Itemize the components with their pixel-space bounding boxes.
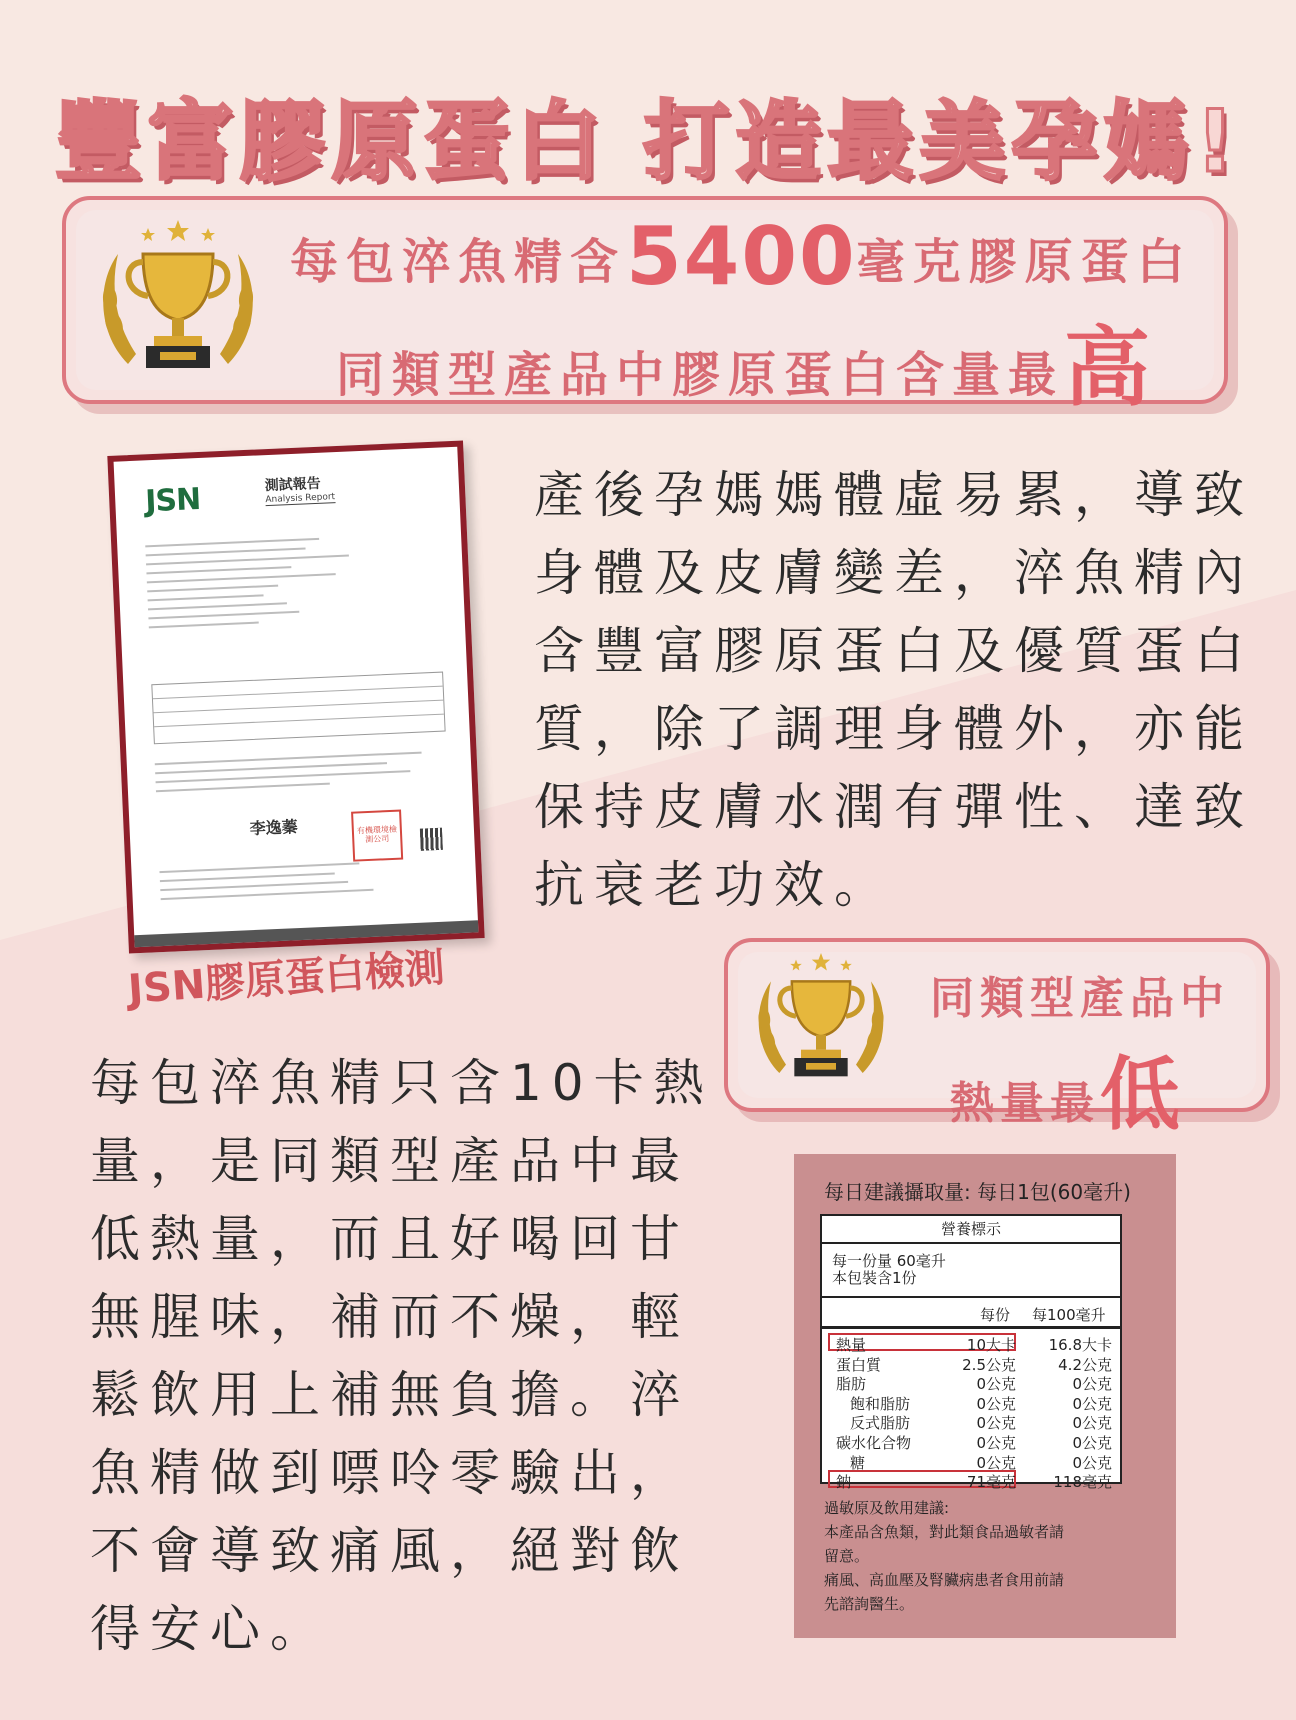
- nutrient-per-100ml: 16.8大卡: [1048, 1336, 1112, 1354]
- nutrition-row: [822, 1373, 1120, 1392]
- nutrient-per-100ml: 0公克: [1072, 1414, 1112, 1433]
- nutrient-name: 碳水化合物: [836, 1434, 912, 1452]
- paragraph-line: 量，是同類型產品中最: [90, 1132, 690, 1190]
- test-report-document: [107, 440, 484, 953]
- nutrient-name: 飽和脂肪: [850, 1394, 911, 1413]
- nutrient-per-serving: 0公克: [976, 1375, 1016, 1394]
- nutrient-per-serving: 0公克: [976, 1453, 1016, 1472]
- nutrient-per-serving: 2.5公克: [962, 1355, 1016, 1374]
- nutrient-per-serving: 71毫克: [966, 1473, 1016, 1492]
- allergy-line: 本產品含魚類，對此類食品過敏者請: [824, 1523, 1065, 1541]
- allergy-line: 先諮詢醫生。: [824, 1595, 915, 1613]
- nutrient-name: 脂肪: [836, 1375, 867, 1394]
- nutrient-name: 熱量: [836, 1336, 867, 1354]
- paragraph-line: 不會導致痛風，絕對飲: [90, 1522, 690, 1580]
- jsn-test-label: JSN膠原蛋白檢測: [126, 944, 447, 1013]
- nutrition-title: 營養標示: [822, 1216, 1120, 1244]
- nutrient-per-serving: 10大卡: [966, 1336, 1016, 1354]
- allergy-line: 留意。: [824, 1547, 870, 1565]
- report-method-lines: [154, 744, 446, 800]
- nutrition-row: [822, 1471, 1120, 1490]
- nutrient-name: 糖: [850, 1453, 866, 1472]
- paragraph-line: 產後孕媽媽體虛易累，導致: [534, 466, 1254, 524]
- calorie-line1: 同類型產品中: [930, 973, 1230, 1024]
- jsn-logo: JSN: [144, 482, 201, 520]
- paragraph-line: 低熱量，而且好喝回甘: [90, 1210, 690, 1268]
- calorie-lowest-pre: 熱量最: [950, 1078, 1100, 1129]
- daily-serving-text: 每日建議攝取量: 每日1包(60毫升): [824, 1180, 1131, 1204]
- paragraph-line: 保持皮膚水潤有彈性、達致: [534, 778, 1254, 836]
- trophy-icon: [88, 214, 268, 394]
- nutrient-per-100ml: 118毫克: [1053, 1473, 1112, 1492]
- report-text-lines: [145, 526, 439, 636]
- allergy-title: 過敏原及飲用建議:: [824, 1499, 950, 1517]
- qr-code-icon: [420, 828, 443, 851]
- nutrient-per-100ml: 0公克: [1072, 1453, 1112, 1472]
- column-per-100ml: 每100毫升: [1032, 1306, 1106, 1324]
- collagen-number: 5400: [626, 210, 857, 303]
- nutrition-row: [822, 1393, 1120, 1412]
- nutrient-per-serving: 0公克: [976, 1434, 1016, 1452]
- nutrition-row: [822, 1354, 1120, 1373]
- allergy-line: 痛風、高血壓及腎臟病患者食用前請: [824, 1571, 1065, 1589]
- headline: 豐富膠原蛋白 打造最美孕媽!: [55, 92, 1241, 192]
- paragraph-line: 抗衰老功效。: [534, 856, 894, 914]
- report-title: 測試報告: [264, 475, 322, 495]
- serving-size: 每一份量 60毫升: [832, 1252, 946, 1270]
- nutrition-row: [822, 1334, 1120, 1353]
- paragraph-line: 無腥味，補而不燥，輕: [90, 1288, 690, 1346]
- postpartum-paragraph: [534, 456, 1254, 924]
- collagen-amount-line: [290, 210, 1193, 303]
- paragraph-line: 含豐富膠原蛋白及優質蛋白: [534, 622, 1254, 680]
- report-notes-lines: [159, 853, 411, 907]
- paragraph-line: 質，除了調理身體外，亦能: [534, 700, 1254, 758]
- paragraph-line: 身體及皮膚變差，淬魚精內: [534, 544, 1254, 602]
- nutrition-row: [822, 1432, 1120, 1451]
- calorie-paragraph: [90, 1044, 720, 1668]
- collagen-highest-line: [336, 298, 1158, 422]
- report-table: [151, 672, 445, 745]
- nutrition-row: [822, 1452, 1120, 1471]
- trophy-icon: [746, 948, 896, 1098]
- paragraph-line: 魚精做到嘌呤零驗出，: [90, 1444, 690, 1502]
- nutrition-card: [794, 1154, 1176, 1638]
- nutrient-per-100ml: 0公克: [1072, 1394, 1112, 1413]
- report-signature: 李逸蓁: [249, 817, 299, 839]
- nutrition-row: [822, 1412, 1120, 1431]
- nutrition-facts-table: [820, 1214, 1122, 1492]
- nutrient-per-serving: 0公克: [976, 1394, 1016, 1413]
- nutrient-per-serving: 0公克: [976, 1414, 1016, 1433]
- nutrient-name: 反式脂肪: [850, 1414, 911, 1433]
- report-subtitle: Analysis Report: [265, 492, 336, 506]
- nutrient-per-100ml: 4.2公克: [1058, 1355, 1112, 1374]
- allergy-notice: [824, 1496, 1154, 1616]
- nutrient-name: 鈉: [836, 1473, 852, 1492]
- nutrient-name: 蛋白質: [836, 1355, 882, 1374]
- collagen-highest-big: 高: [1064, 318, 1159, 418]
- collagen-pre-text: 每包淬魚精含: [290, 234, 627, 290]
- report-stamp: 有機環境檢測公司: [351, 810, 403, 862]
- paragraph-line: 鬆飲用上補無負擔。淬: [90, 1366, 690, 1424]
- collagen-highest-pre: 同類型產品中膠原蛋白含量最: [336, 347, 1065, 403]
- paragraph-line: 每包淬魚精只含10卡熱: [90, 1054, 714, 1112]
- nutrient-per-100ml: 0公克: [1072, 1375, 1112, 1394]
- calorie-line2: [950, 1030, 1186, 1145]
- servings-per-pack: 本包裝含1份: [832, 1269, 917, 1287]
- column-per-serving: 每份: [980, 1306, 1011, 1324]
- calorie-lowest-big: 低: [1100, 1048, 1186, 1141]
- nutrient-per-100ml: 0公克: [1072, 1434, 1112, 1452]
- collagen-post-text: 毫克膠原蛋白: [856, 234, 1193, 290]
- paragraph-line: 得安心。: [90, 1600, 330, 1658]
